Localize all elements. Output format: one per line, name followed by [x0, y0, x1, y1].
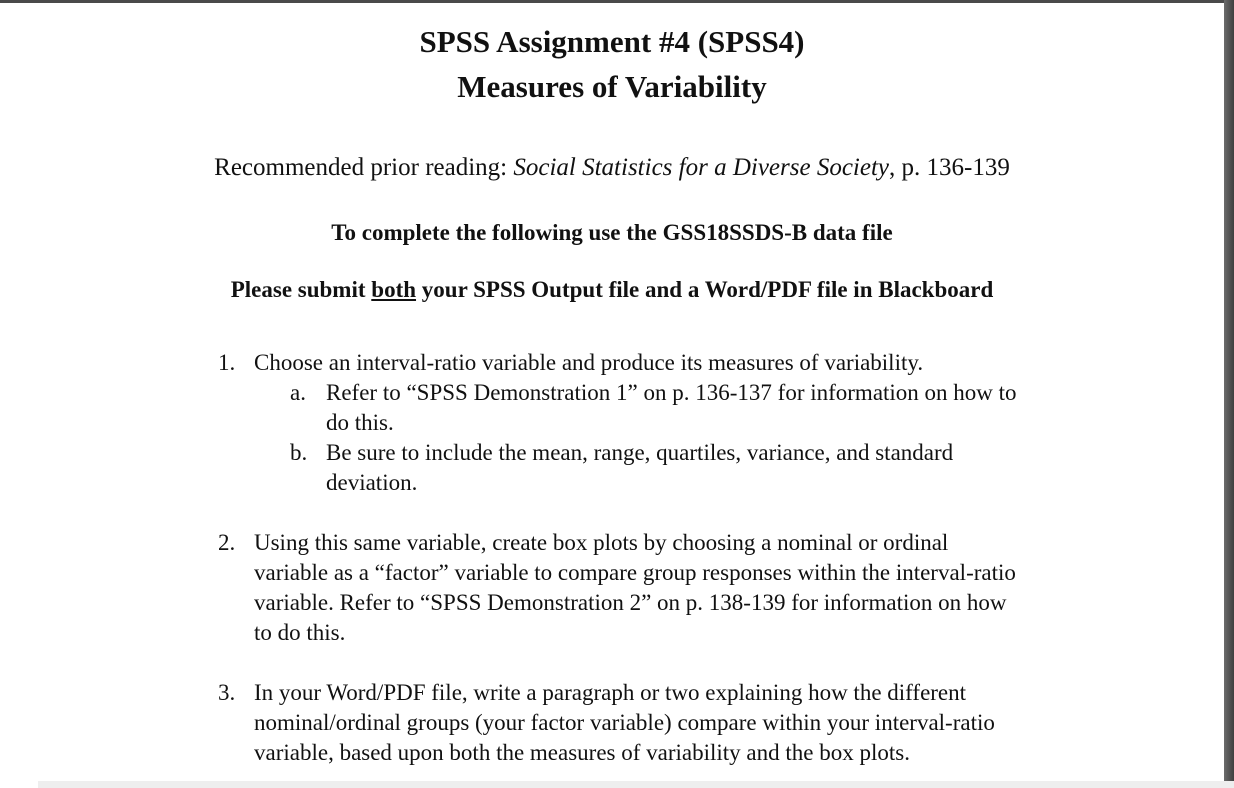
list-item-text-line: variable as a “factor” variable to compare group responses within the interval-ratio: [254, 560, 1016, 585]
list-item-text-line: In your Word/PDF file, write a paragraph or two explaining how the different: [254, 680, 967, 705]
viewer-scrollbar-edge[interactable]: [1224, 0, 1234, 788]
submit-prefix: Please submit: [230, 277, 372, 302]
submit-emphasis: both: [371, 277, 417, 302]
sub-item-text-line: deviation.: [326, 470, 418, 495]
sub-item-letter: b.: [290, 440, 308, 465]
list-item-text-line: nominal/ordinal groups (your factor variable) compare within your interval-ratio: [254, 710, 995, 735]
viewer-bottom-corner: [0, 781, 38, 788]
document-subtitle: Measures of Variability: [457, 69, 767, 104]
viewer-top-border: [0, 0, 1234, 3]
list-item-text-line: to do this.: [254, 620, 346, 645]
recommended-reading: [0, 153, 1224, 183]
list-item-text-line: Choose an interval-ratio variable and produce its measures of variability.: [254, 350, 924, 375]
viewer-bottom-border: [0, 781, 1234, 788]
list-item-number: 3.: [218, 680, 236, 705]
submit-suffix: your SPSS Output file and a Word/PDF file in Blackboard: [416, 277, 994, 302]
sub-item-text-line: Be sure to include the mean, range, quartiles, variance, and standard: [326, 440, 954, 465]
sub-item-text-line: do this.: [326, 410, 394, 435]
instruction-submit: [0, 276, 1224, 304]
sub-item-letter: a.: [290, 380, 306, 405]
list-item-text-line: variable, based upon both the measures of variability and the box plots.: [254, 740, 910, 765]
reading-suffix: , p. 136-139: [889, 154, 1010, 181]
instruction-data-file: To complete the following use the GSS18SSDS-B data file: [331, 220, 893, 245]
list-item-number: 2.: [218, 530, 236, 555]
reading-book-title: Social Statistics for a Diverse Society: [513, 154, 889, 181]
list-item-text-line: Using this same variable, create box plots by choosing a nominal or ordinal: [254, 530, 949, 555]
document-title: SPSS Assignment #4 (SPSS4): [419, 24, 805, 59]
reading-prefix: Recommended prior reading:: [214, 154, 514, 181]
document-page: [0, 3, 1224, 781]
list-item-text-line: variable. Refer to “SPSS Demonstration 2” on p. 138-139 for information on how: [254, 590, 1007, 615]
list-item-number: 1.: [218, 350, 236, 375]
sub-item-text-line: Refer to “SPSS Demonstration 1” on p. 136-137 for information on how to: [326, 380, 1017, 405]
